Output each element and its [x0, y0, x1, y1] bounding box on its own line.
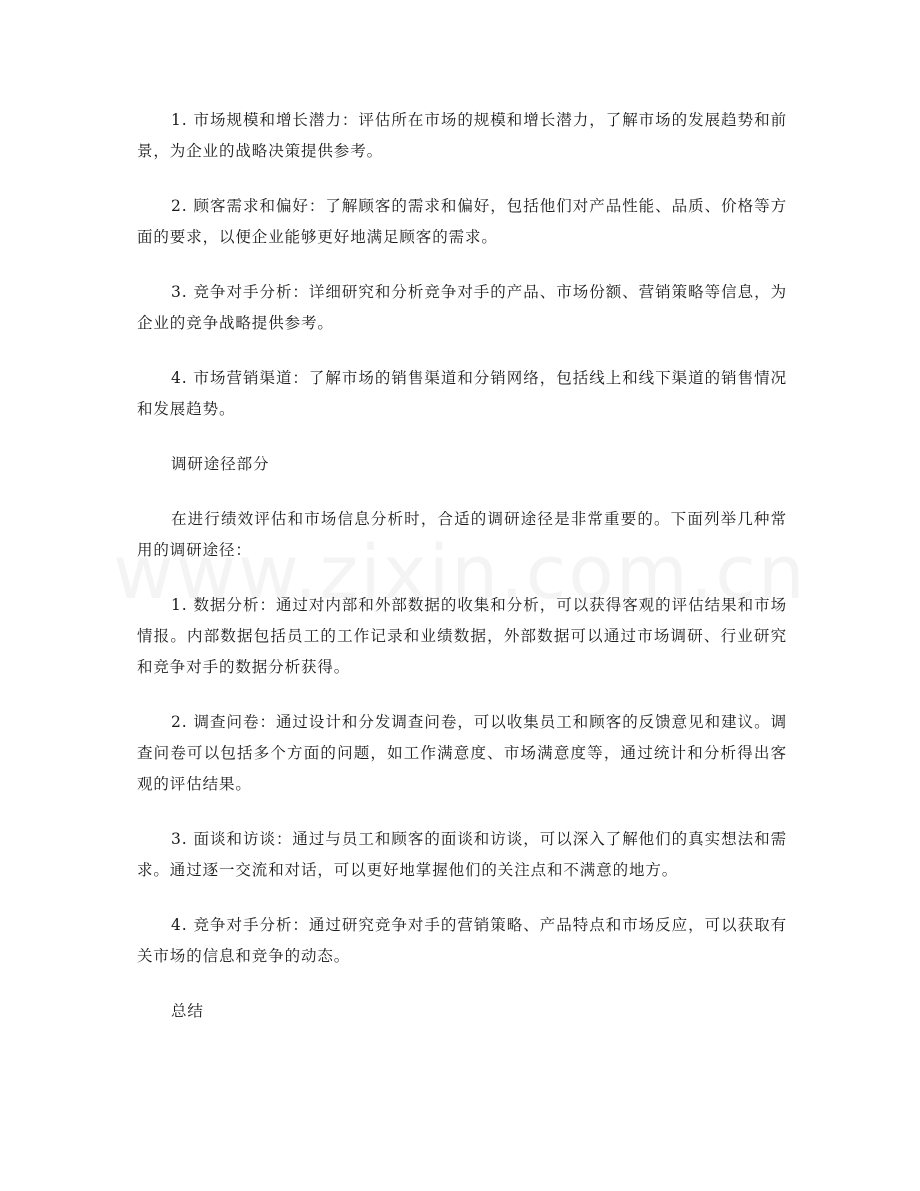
list-item-data-analysis: 1. 数据分析：通过对内部和外部数据的收集和分析，可以获得客观的评估结果和市场情报。内部数据包括员工的工作记录和业绩数据，外部数据可以通过市场调研、行业研究和竞争对手的数据分析获得。 — [137, 596, 787, 676]
list-item-interviews: 3. 面谈和访谈：通过与员工和顾客的面谈和访谈，可以深入了解他们的真实想法和需求。通过逐一交流和对话，可以更好地掌握他们的关注点和不满意的地方。 — [137, 830, 787, 879]
section-heading-summary: 总结 — [171, 1002, 204, 1020]
list-item-competitor-analysis: 3. 竞争对手分析：详细研究和分析竞争对手的产品、市场份额、营销策略等信息，为企业的竞争战略提供参考。 — [137, 283, 787, 332]
section-heading-research-methods: 调研途径部分 — [171, 455, 270, 473]
list-item-competitor-research: 4. 竞争对手分析：通过研究竞争对手的营销策略、产品特点和市场反应，可以获取有关市场的信息和竞争的动态。 — [137, 916, 787, 965]
intro-paragraph: 在进行绩效评估和市场信息分析时，合适的调研途径是非常重要的。下面列举几种常用的调研途径： — [137, 510, 787, 559]
list-item-market-size: 1. 市场规模和增长潜力：评估所在市场的规模和增长潜力，了解市场的发展趋势和前景，为企业的战略决策提供参考。 — [137, 111, 787, 160]
list-item-customer-needs: 2. 顾客需求和偏好：了解顾客的需求和偏好，包括他们对产品性能、品质、价格等方面的要求，以便企业能够更好地满足顾客的需求。 — [137, 197, 787, 246]
list-item-questionnaire: 2. 调查问卷：通过设计和分发调查问卷，可以收集员工和顾客的反馈意见和建议。调查问卷可以包括多个方面的问题，如工作满意度、市场满意度等，通过统计和分析得出客观的评估结果。 — [137, 713, 787, 793]
document-body — [137, 105, 787, 1051]
list-item-marketing-channels: 4. 市场营销渠道：了解市场的销售渠道和分销网络，包括线上和线下渠道的销售情况和发展趋势。 — [137, 369, 787, 418]
